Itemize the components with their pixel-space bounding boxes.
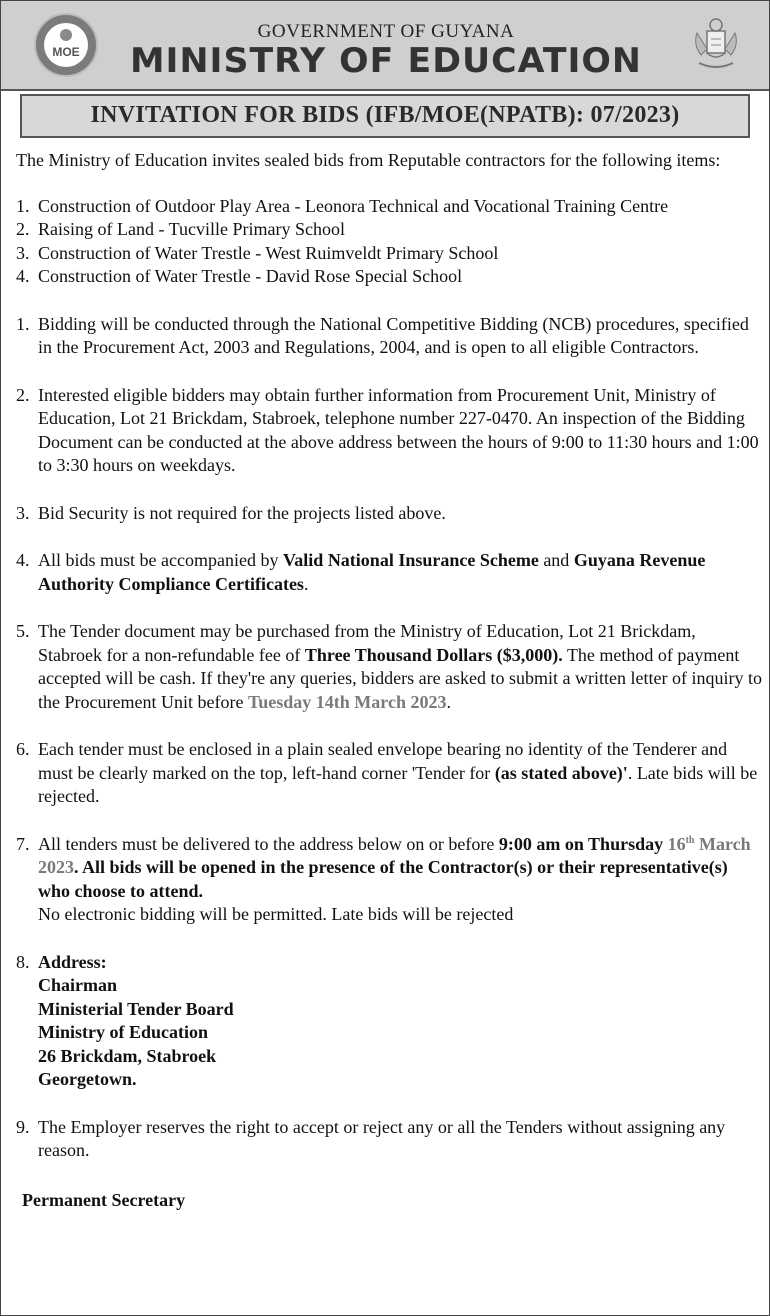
government-title: GOVERNMENT OF GUYANA [257, 21, 515, 42]
notice-body [16, 149, 762, 1212]
moe-logo-text: MOE [52, 45, 80, 59]
ifb-title: INVITATION FOR BIDS (IFB/MOE(NPATB): 07/2023) [90, 102, 680, 128]
list-item: 4. Construction of Water Trestle - David Rose Special School [16, 266, 463, 286]
coat-of-arms-icon [691, 15, 741, 73]
clause-9: 9. The Employer reserves the right to accept or reject any or all the Tenders without assigning any reason. [16, 1116, 726, 1160]
list-item: 1. Construction of Outdoor Play Area - Leonora Technical and Vocational Training Centre [16, 195, 669, 216]
clause-8-address: 8. Address: Chairman Ministerial Tender Board Ministry of Education 26 Brickdam, Stabroek Georgetown. [16, 951, 234, 1089]
clause-1: 1. Bidding will be conducted through the National Competitive Bidding (NCB) procedures, specified in the Procurement Act, 2003 and Regulations, 2004, and is open to all eligible Contractors. [16, 313, 749, 357]
clause-6: 6. Each tender must be enclosed in a plain sealed envelope bearing no identity of the Tenderer and must be clearly marked on the top, left-hand corner 'Tender for (as stated above)'. Late bids will be rejected. [16, 739, 758, 806]
opening-date: 16th March 2023 [38, 833, 751, 877]
deadline-date: Tuesday 14th March 2023 [247, 691, 447, 712]
list-item: 3. Construction of Water Trestle - West Ruimveldt Primary School [16, 242, 499, 263]
clause-2: 2. Interested eligible bidders may obtain further information from Procurement Unit, Ministry of Education, Lot 21 Brickdam, Stabroek, telephone number 227-0470. An inspection of the Bidding Document can be conducted at the above address between the hours of 9:00 to 11:30 hours and 1:00 to 3:30 hours on weekdays. [16, 384, 759, 475]
clause-7: 7. All tenders must be delivered to the address below on or before 9:00 am on Thursday 16th March 2023. All bids will be opened in the presence of the Contractor(s) or their representative(s) who choose to attend. No electronic bidding will be permitted. Late bids will be rejected [16, 833, 751, 924]
intro-text: The Ministry of Education invites sealed bids from Reputable contractors for the following items: [16, 150, 721, 170]
clause-3: 3. Bid Security is not required for the projects listed above. [16, 502, 446, 523]
list-item: 2. Raising of Land - Tucville Primary School [16, 219, 345, 239]
clause-4: 4. All bids must be accompanied by Valid National Insurance Scheme and Guyana Revenue Authority Compliance Certificates. [16, 550, 706, 594]
signature-title: Permanent Secretary [22, 1189, 186, 1210]
ifb-banner [20, 94, 750, 138]
ministry-title: MINISTRY OF EDUCATION [130, 41, 642, 81]
header [1, 1, 769, 91]
clause-5: 5. The Tender document may be purchased from the Ministry of Education, Lot 21 Brickdam, Stabroek for a non-refundable fee of Three Thousand Dollars ($3,000). The method of payment accepted will be cash. If they're any queries, bidders are asked to submit a written letter of inquiry to the Procurement Unit before Tuesday 14th March 2023. [16, 621, 762, 712]
